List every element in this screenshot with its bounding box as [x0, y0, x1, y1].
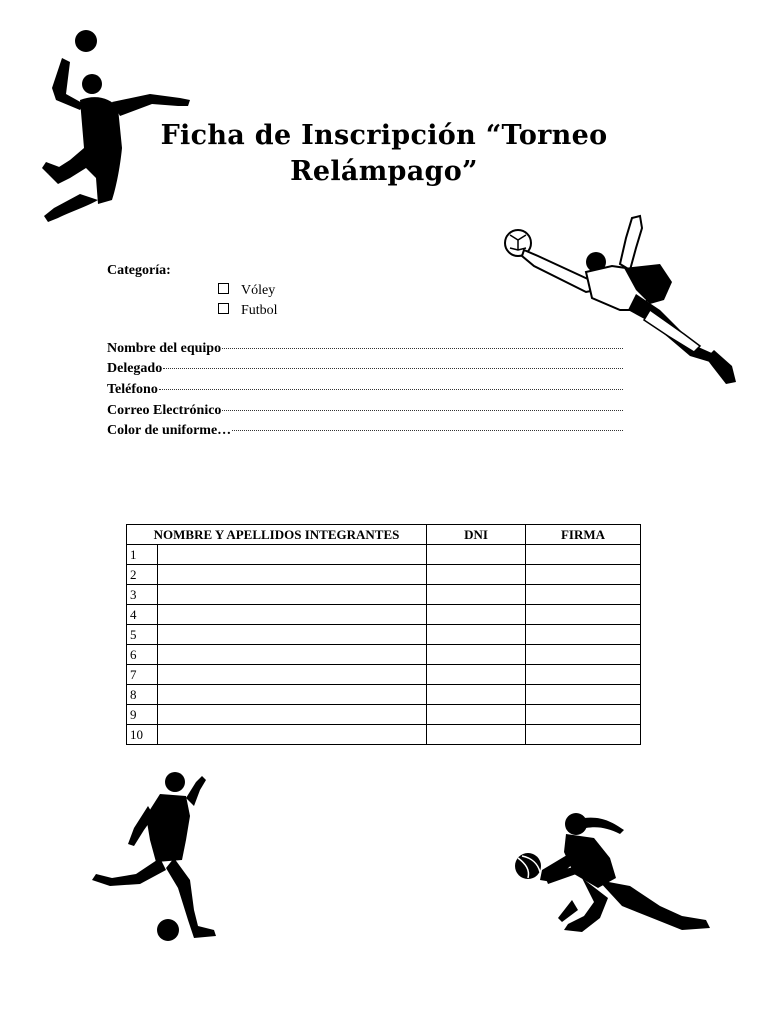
checkbox-futbol[interactable]	[218, 303, 229, 314]
name-cell[interactable]	[158, 545, 427, 565]
members-table	[126, 524, 641, 745]
checkbox-voley[interactable]	[218, 283, 229, 294]
table-row	[127, 585, 641, 605]
page-title	[120, 118, 648, 190]
table-row	[127, 605, 641, 625]
table-row	[127, 725, 641, 745]
field-label: Teléfono	[107, 382, 158, 397]
firma-cell[interactable]	[526, 665, 641, 685]
table-row	[127, 705, 641, 725]
field-label: Nombre del equipo	[107, 341, 222, 356]
table-row	[127, 645, 641, 665]
title-line-2: Relámpago”	[290, 156, 478, 187]
table-row	[127, 565, 641, 585]
field-phone[interactable]	[107, 382, 623, 402]
dni-cell[interactable]	[427, 685, 526, 705]
name-cell[interactable]	[158, 605, 427, 625]
name-cell[interactable]	[158, 665, 427, 685]
row-number: 8	[127, 685, 158, 705]
name-cell[interactable]	[158, 565, 427, 585]
category-option-voley[interactable]	[218, 283, 275, 299]
table-header-row	[127, 525, 641, 545]
field-label: Color de uniforme…	[107, 423, 232, 438]
firma-cell[interactable]	[526, 645, 641, 665]
header-name: NOMBRE Y APELLIDOS INTEGRANTES	[127, 525, 427, 545]
table-row	[127, 685, 641, 705]
dni-cell[interactable]	[427, 725, 526, 745]
row-number: 4	[127, 605, 158, 625]
category-option-futbol[interactable]	[218, 303, 278, 319]
volleyball-player-icon	[512, 808, 717, 938]
dni-cell[interactable]	[427, 645, 526, 665]
fill-line[interactable]	[163, 368, 623, 369]
option-voley-label: Vóley	[241, 283, 276, 298]
name-cell[interactable]	[158, 705, 427, 725]
field-team-name[interactable]	[107, 341, 623, 361]
dni-cell[interactable]	[427, 625, 526, 645]
soccer-player-icon	[90, 770, 225, 945]
field-uniform-color[interactable]	[107, 423, 623, 443]
table-row	[127, 545, 641, 565]
dni-cell[interactable]	[427, 585, 526, 605]
dni-cell[interactable]	[427, 705, 526, 725]
firma-cell[interactable]	[526, 725, 641, 745]
title-line-1: Ficha de Inscripción “Torneo	[160, 120, 608, 151]
fill-line[interactable]	[159, 389, 623, 390]
firma-cell[interactable]	[526, 585, 641, 605]
name-cell[interactable]	[158, 625, 427, 645]
dni-cell[interactable]	[427, 545, 526, 565]
table-row	[127, 665, 641, 685]
header-firma: FIRMA	[526, 525, 641, 545]
row-number: 2	[127, 565, 158, 585]
name-cell[interactable]	[158, 585, 427, 605]
row-number: 6	[127, 645, 158, 665]
fill-line[interactable]	[232, 430, 623, 431]
fill-line[interactable]	[222, 410, 623, 411]
dni-cell[interactable]	[427, 565, 526, 585]
row-number: 10	[127, 725, 158, 745]
firma-cell[interactable]	[526, 685, 641, 705]
firma-cell[interactable]	[526, 545, 641, 565]
firma-cell[interactable]	[526, 605, 641, 625]
option-futbol-label: Futbol	[241, 303, 278, 318]
name-cell[interactable]	[158, 685, 427, 705]
header-dni: DNI	[427, 525, 526, 545]
row-number: 1	[127, 545, 158, 565]
category-label: Categoría:	[107, 263, 171, 278]
fill-line[interactable]	[222, 348, 623, 349]
field-label: Correo Electrónico	[107, 403, 222, 418]
row-number: 5	[127, 625, 158, 645]
field-label: Delegado	[107, 361, 163, 376]
row-number: 7	[127, 665, 158, 685]
row-number: 9	[127, 705, 158, 725]
firma-cell[interactable]	[526, 565, 641, 585]
dni-cell[interactable]	[427, 665, 526, 685]
row-number: 3	[127, 585, 158, 605]
firma-cell[interactable]	[526, 625, 641, 645]
field-delegate[interactable]	[107, 361, 623, 381]
dni-cell[interactable]	[427, 605, 526, 625]
firma-cell[interactable]	[526, 705, 641, 725]
name-cell[interactable]	[158, 725, 427, 745]
name-cell[interactable]	[158, 645, 427, 665]
field-email[interactable]	[107, 403, 623, 423]
table-row	[127, 625, 641, 645]
